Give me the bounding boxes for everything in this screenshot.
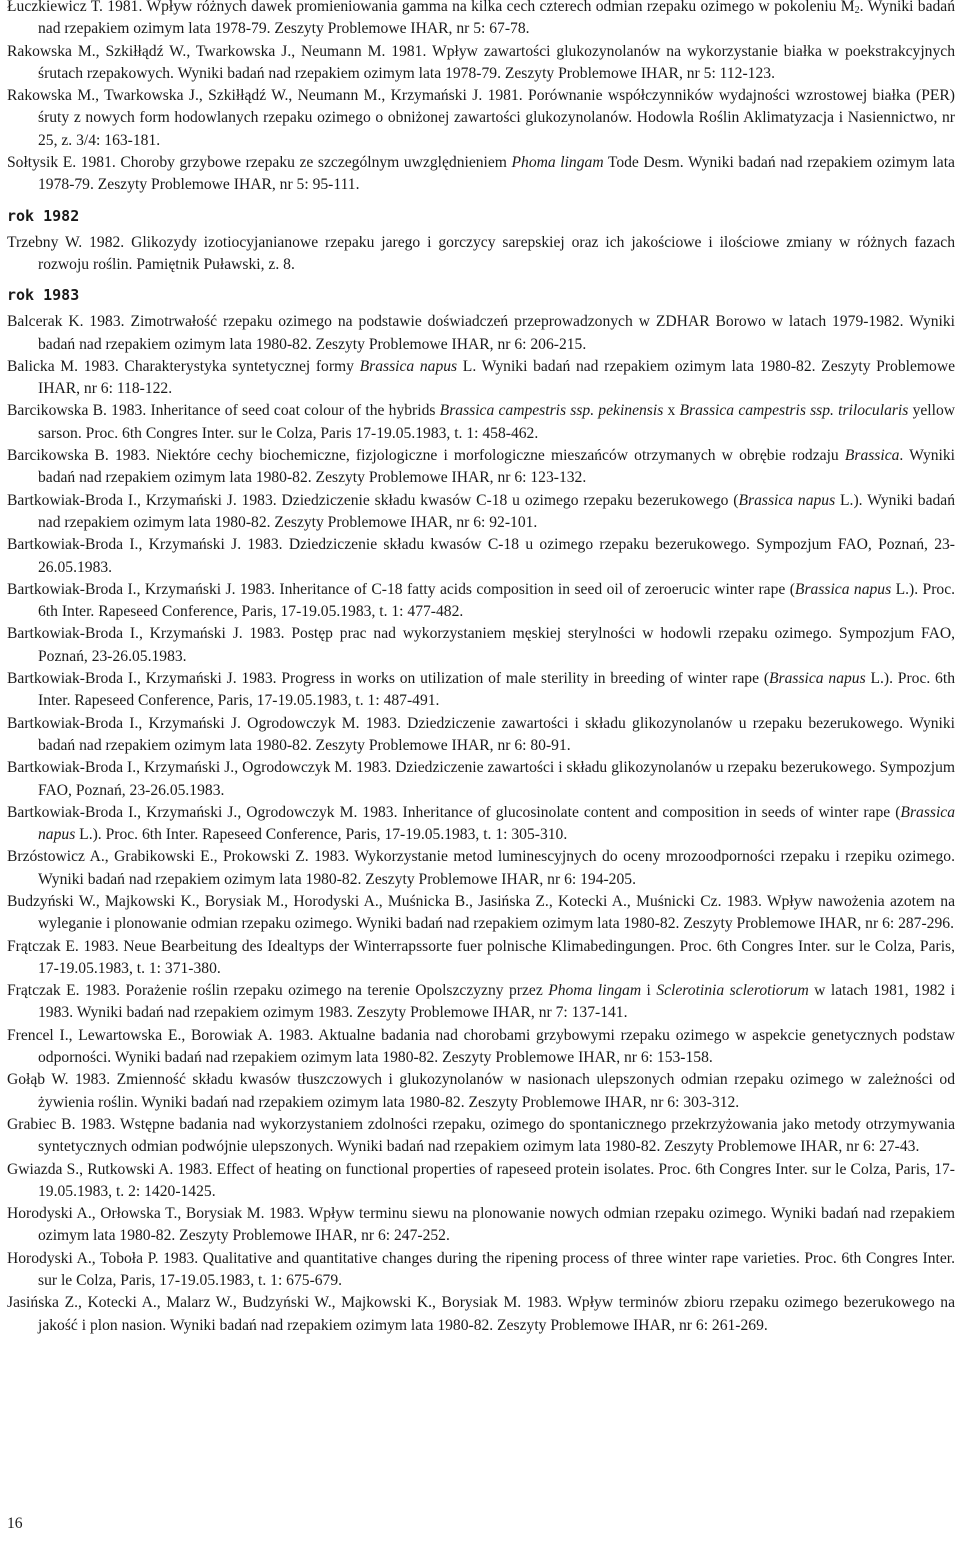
entry-text: Rakowska M., Szkiłłądź W., Twarkowska J., Neumann M. 1981. Wpływ zawartości glukozynolanów na wykorzystanie białka w poekstrakcyjnych śrutach rzepakowych. Wyniki badań nad rzepakiem ozimym lata 1978-79. Zeszyty Problemowe IHAR, nr 5: 112-123. (7, 42, 955, 82)
bibliography-section (7, 0, 955, 197)
bibliography-entry (7, 445, 955, 490)
entry-text: Balcerak K. 1983. Zimotrwałość rzepaku ozimego na podstawie doświadczeń przeprowadzonych w ZDHAR Borowo w latach 1979-1982. Wyniki badań nad rzepakiem ozimym lata 1980-82. Zeszyty Problemowe IHAR, nr 6: 206-215. (7, 313, 955, 353)
entry-text: Balicka M. 1983. Charakterystyka syntetycznej formy (7, 357, 360, 375)
bibliography-entry (7, 1159, 955, 1204)
entry-text: L.). Proc. 6th Inter. Rapeseed Conference, Paris, 17-19.05.1983, t. 1: 487-491. (38, 670, 955, 710)
bibliography-entry (7, 802, 955, 847)
italic-text: Brassica napus (794, 580, 892, 598)
bibliography-entry (7, 232, 955, 277)
entry-text: Bartkowiak-Broda I., Krzymański J. 1983. Dziedziczenie składu kwasów C-18 u ozimego rzepaku bezerukowego. Sympozjum FAO, Poznań, 23-26.05.1983. (7, 536, 955, 576)
italic-text: Sclerotinia sclerotiorum (656, 982, 809, 1000)
subscript-text: 2 (854, 5, 860, 16)
entry-text: Budzyński W., Majkowski K., Borysiak M., Horodyski A., Muśnicka B., Jasińska Z., Kotecki A., Muśnicki Cz. 1983. Wpływ nawożenia azotem na wyleganie i plonowanie odmian rzepaku ozimego. Wyniki badań nad rzepakiem ozimym lata 1980-82. Zeszyty Problemowe IHAR, nr 6: 287-296. (7, 892, 955, 933)
page-number: 16 (7, 1515, 23, 1532)
italic-text: Brassica napus (738, 491, 836, 509)
entry-text: L.). Proc. 6th Inter. Rapeseed Conference, Paris, 17-19.05.1983, t. 1: 477-482. (38, 580, 956, 621)
bibliography-entry (7, 311, 955, 356)
entry-text: Rakowska M., Twarkowska J., Szkiłłądź W., Neumann M., Krzymański J. 1981. Porównanie współczynników wydajności wzrostowej białka (PER) śruty z nowych form hodowlanych rzepaku ozimego o obniżonej zawartości glukozynolanów. Hodowla Roślin Aklimatyzacja i Nasiennictwo, nr 25, z. 3/4: 163-181. (7, 87, 955, 149)
entry-text: Tode Desm. Wyniki badań nad rzepakiem ozimym lata 1978-79. Zeszyty Problemowe IHAR, nr 5: 95-111. (38, 154, 955, 194)
entry-text: . Wyniki badań nad rzepakiem ozimym lata 1978-79. Zeszyty Problemowe IHAR, nr 5: 67-78. (38, 0, 956, 38)
entry-text: Trzebny W. 1982. Glikozydy izotiocyjanianowe rzepaku jarego i gorczycy sarepskiej oraz ich jakościowe i ilościowe zmiany w różnych fazach rozwoju roślin. Pamiętnik Puławski, z. 8. (7, 233, 955, 273)
bibliography-entry (7, 757, 955, 802)
entry-text: i (641, 982, 657, 1000)
entry-text: Sołtysik E. 1981. Choroby grzybowe rzepaku ze szczególnym uwzględnieniem (7, 154, 512, 172)
entry-text: Bartkowiak-Broda I., Krzymański J. 1983. Progress in works on utilization of male sterility in breeding of winter rape ( (7, 670, 770, 688)
document-page (7, 0, 955, 1337)
bibliography-entry (7, 891, 955, 936)
entry-text: Barcikowska B. 1983. Niektóre cechy biochemiczne, fizjologiczne i morfologiczne mieszańców otrzymanych w obrębie rodzaju (7, 447, 845, 465)
bibliography-entry (7, 936, 955, 981)
italic-text: Brassica campestris ssp. pekinensis (439, 402, 664, 420)
bibliography-entry (7, 490, 955, 535)
bibliography-entry (7, 534, 955, 579)
italic-text: Brassica campestris ssp. trilocularis (679, 402, 909, 420)
entry-text: Frątczak E. 1983. Porażenie roślin rzepaku ozimego na terenie Opolszczyzny przez (7, 982, 549, 1000)
entry-text: Bartkowiak-Broda I., Krzymański J. 1983. Inheritance of C-18 fatty acids composition in seed oil of zeroerucic winter rape ( (7, 580, 795, 598)
entry-text: Bartkowiak-Broda I., Krzymański J. 1983. Postęp prac nad wykorzystaniem męskiej sterylności w hodowli rzepaku ozimego. Sympozjum FAO, Poznań, 23-26.05.1983. (7, 625, 955, 665)
bibliography-entry (7, 1248, 955, 1293)
entry-text: . Wyniki badań nad rzepakiem ozimym lata 1980-82. Zeszyty Problemowe IHAR, nr 6: 123-132. (38, 447, 955, 487)
entry-text: L. Wyniki badań nad rzepakiem ozimym lata 1980-82. Zeszyty Problemowe IHAR, nr 6: 118-122. (38, 357, 956, 398)
entry-text: L.). Proc. 6th Inter. Rapeseed Conference, Paris, 17-19.05.1983, t. 1: 305-310. (75, 826, 568, 844)
bibliography-entry (7, 41, 955, 86)
entry-text: Bartkowiak-Broda I., Krzymański J., Ogrodowczyk M. 1983. Inheritance of glucosinolate content and composition in seeds of winter rape ( (7, 803, 901, 821)
bibliography-entry (7, 356, 955, 401)
bibliography-section (7, 284, 955, 1337)
italic-text: Brassica (844, 447, 900, 465)
italic-text: Brassica napus (769, 670, 866, 688)
italic-text: Phoma lingam (511, 154, 604, 172)
bibliography-entry (7, 579, 955, 624)
bibliography-entry (7, 1203, 955, 1248)
entry-text: Frencel I., Lewartowska E., Borowiak A. 1983. Aktualne badania nad chorobami grzybowymi rzepaku ozimego w aspekcie genetycznych podstaw odporności. Wyniki badań nad rzepakiem ozimym lata 1980-82. Zeszyty Problemowe IHAR, nr 6: 153-158. (7, 1026, 955, 1067)
italic-text: Phoma lingam (548, 982, 642, 1000)
entry-text: L.). Wyniki badań nad rzepakiem ozimym lata 1980-82. Zeszyty Problemowe IHAR, nr 6: 92-101. (38, 491, 956, 531)
section-heading: rok 1982 (7, 206, 80, 225)
entry-text: x (663, 402, 680, 420)
bibliography-entry (7, 980, 955, 1025)
bibliography-entry (7, 668, 955, 713)
bibliography-entry (7, 400, 955, 445)
entry-text: Horodyski A., Toboła P. 1983. Qualitative and quantitative changes during the ripening process of three winter rape varieties. Proc. 6th Congres Inter. sur le Colza, Paris, 17-19.05.1983, t. 1: 675-679. (7, 1249, 955, 1290)
bibliography-entry (7, 1025, 955, 1070)
entry-text: Łuczkiewicz T. 1981. Wpływ różnych dawek promieniowania gamma na kilka cech czterech odmian rzepaku ozimego w pokoleniu M (7, 0, 855, 15)
entry-text: Barcikowska B. 1983. Inheritance of seed coat colour of the hybrids (7, 402, 440, 420)
entry-text: w latach 1981, 1982 i 1983. Wyniki badań nad rzepakiem ozimym 1983. Zeszyty Problemowe IHAR, nr 7: 137-141. (38, 982, 955, 1022)
entry-text: Bartkowiak-Broda I., Krzymański J., Ogrodowczyk M. 1983. Dziedziczenie zawartości i składu glikozynolanów u rzepaku bezerukowego. Sympozjum FAO, Poznań, 23-26.05.1983. (7, 759, 955, 799)
entry-text: Frątczak E. 1983. Neue Bearbeitung des Idealtyps der Winterrapssorte fuer polnische Klimabedingungen. Proc. 6th Congres Inter. sur le Colza, Paris, 17-19.05.1983, t. 1: 371-380. (7, 937, 955, 977)
bibliography-entry (7, 85, 955, 152)
entry-text: Gwiazda S., Rutkowski A. 1983. Effect of heating on functional properties of rapeseed protein isolates. Proc. 6th Congres Inter. sur le Colza, Paris, 17-19.05.1983, t. 2: 1420-1425. (7, 1160, 955, 1200)
entry-text: Brzóstowicz A., Grabikowski E., Prokowski Z. 1983. Wykorzystanie metod luminescyjnych do oceny mrozoodporności rzepaku i rzepiku ozimego. Wyniki badań nad rzepakiem ozimym lata 1980-82. Zeszyty Problemowe IHAR, nr 6: 194-205. (7, 848, 955, 888)
entry-text: Horodyski A., Orłowska T., Borysiak M. 1983. Wpływ terminu siewu na plonowanie nowych odmian rzepaku ozimego. Wyniki badań nad rzepakiem ozimym lata 1980-82. Zeszyty Problemowe IHAR, nr 6: 247-252. (7, 1205, 955, 1245)
entry-text: Jasińska Z., Kotecki A., Malarz W., Budzyński W., Majkowski K., Borysiak M. 1983. Wpływ terminów zbioru rzepaku ozimego bezerukowego na jakość i plon nasion. Wyniki badań nad rzepakiem ozimym lata 1980-82. Zeszyty Problemowe IHAR, nr 6: 261-269. (7, 1294, 955, 1334)
bibliography-entry (7, 846, 955, 891)
entry-text: Bartkowiak-Broda I., Krzymański J. 1983. Dziedziczenie składu kwasów C-18 u ozimego rzepaku bezerukowego ( (7, 491, 739, 509)
italic-text: Brassica napus (38, 803, 955, 844)
entry-text: yellow sarson. Proc. 6th Congres Inter. sur le Colza, Paris 17-19.05.1983, t. 1: 458-462. (38, 402, 956, 442)
bibliography-entry (7, 152, 955, 197)
bibliography-entry (7, 1114, 955, 1159)
entry-text: Grabiec B. 1983. Wstępne badania nad wykorzystaniem zdolności rzepaku, ozimego do spontanicznego przekrzyżowania jako metody otrzymywania syntetycznych odmian podwójnie ulepszonych. Wyniki badań nad rzepakiem ozimym lata 1980-82. Zeszyty Problemowe IHAR, nr 6: 27-43. (7, 1115, 955, 1156)
bibliography-entry (7, 713, 955, 758)
italic-text: Brassica napus (359, 357, 458, 375)
entry-text: Gołąb W. 1983. Zmienność składu kwasów tłuszczowych i glukozynolanów w nasionach ulepszonych odmian rzepaku ozimego w zależności od żywienia roślin. Wyniki badań nad rzepakiem ozimym lata 1980-82. Zeszyty Problemowe IHAR, nr 6: 303-312. (7, 1071, 955, 1111)
bibliography-entry (7, 1292, 955, 1337)
bibliography-entry (7, 1069, 955, 1114)
bibliography-entry (7, 623, 955, 668)
section-heading: rok 1983 (7, 286, 80, 305)
bibliography-entry (7, 0, 955, 41)
entry-text: Bartkowiak-Broda I., Krzymański J. Ogrodowczyk M. 1983. Dziedziczenie zawartości i składu glikozynolanów u rzepaku bezerukowego. Wyniki badań nad rzepakiem ozimym lata 1980-82. Zeszyty Problemowe IHAR, nr 6: 80-91. (7, 714, 955, 754)
bibliography-section (7, 205, 955, 277)
